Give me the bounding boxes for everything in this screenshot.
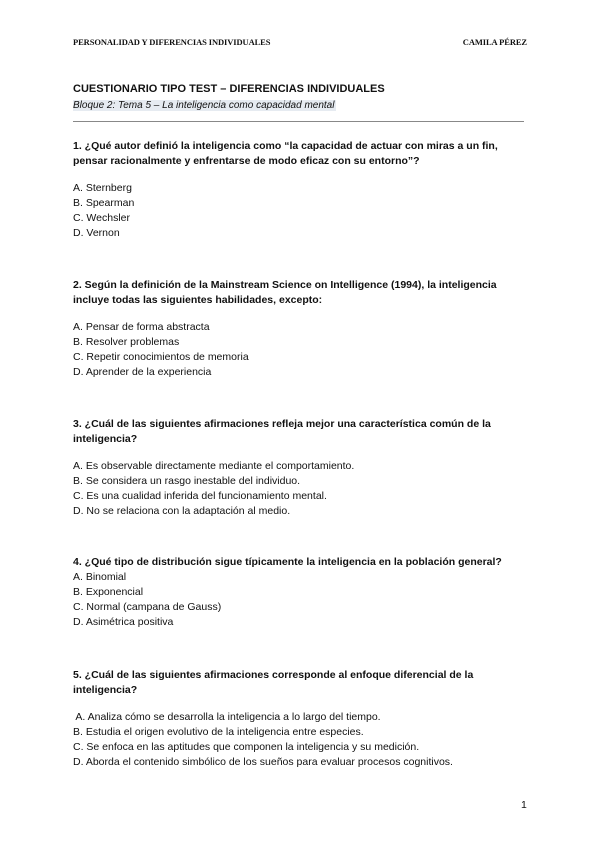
page-header (73, 37, 527, 49)
question-2-text: 2. Según la definición de la Mainstream Science on Intelligence (1994), la inteligencia incluye todas las siguientes habilidades, excepto: (73, 279, 497, 306)
option-c: C. Es una cualidad inferida del funcionamiento mental. (73, 490, 327, 502)
header-author-name: CAMILA PÉREZ (462, 37, 527, 47)
question-1 (73, 139, 533, 241)
option-d: D. Aprender de la experiencia (73, 366, 212, 378)
question-2-options (73, 320, 533, 380)
question-5-options (73, 710, 533, 770)
option-b: B. Estudia el origen evolutivo de la inteligencia entre especies. (73, 726, 364, 738)
question-3-options (73, 459, 533, 519)
page-number: 1 (521, 799, 527, 811)
option-b: B. Spearman (73, 197, 135, 209)
option-c: C. Repetir conocimientos de memoria (73, 351, 249, 363)
option-b: B. Exponencial (73, 586, 144, 598)
option-c: C. Se enfoca en las aptitudes que componen la inteligencia y su medición. (73, 741, 420, 753)
option-a: A. Binomial (73, 571, 127, 583)
question-2 (73, 278, 533, 380)
option-a: A. Es observable directamente mediante el comportamiento. (73, 460, 355, 472)
option-d: D. No se relaciona con la adaptación al medio. (73, 505, 291, 517)
option-a: A. Sternberg (73, 182, 132, 194)
option-c: C. Normal (campana de Gauss) (73, 601, 222, 613)
option-a: A. Analiza cómo se desarrolla la inteligencia a lo largo del tiempo. (73, 711, 381, 723)
option-c: C. Wechsler (73, 212, 130, 224)
question-4 (73, 555, 533, 630)
question-4-options (73, 570, 533, 630)
question-4-text: 4. ¿Qué tipo de distribución sigue típicamente la inteligencia en la población general? (73, 556, 502, 568)
option-d: D. Aborda el contenido simbólico de los sueños para evaluar procesos cognitivos. (73, 756, 453, 768)
question-5-text: 5. ¿Cuál de las siguientes afirmaciones corresponde al enfoque diferencial de la inteligencia? (73, 669, 474, 696)
option-d: D. Asimétrica positiva (73, 616, 174, 628)
header-course-title: PERSONALIDAD Y DIFERENCIAS INDIVIDUALES (73, 37, 271, 47)
option-d: D. Vernon (73, 227, 120, 239)
question-1-options (73, 181, 533, 241)
question-1-text: 1. ¿Qué autor definió la inteligencia como “la capacidad de actuar con miras a un fin, pensar racionalmente y enfrentarse de modo eficaz con su entorno”? (73, 140, 498, 167)
question-3 (73, 417, 533, 519)
document-title: CUESTIONARIO TIPO TEST – DIFERENCIAS INDIVIDUALES (73, 83, 385, 95)
document-subtitle: Bloque 2: Tema 5 – La inteligencia como capacidad mental (73, 100, 335, 111)
question-3-text: 3. ¿Cuál de las siguientes afirmaciones refleja mejor una característica común de la inteligencia? (73, 418, 491, 445)
title-divider (73, 121, 524, 122)
question-5 (73, 668, 533, 770)
option-a: A. Pensar de forma abstracta (73, 321, 210, 333)
option-b: B. Se considera un rasgo inestable del individuo. (73, 475, 301, 487)
option-b: B. Resolver problemas (73, 336, 180, 348)
